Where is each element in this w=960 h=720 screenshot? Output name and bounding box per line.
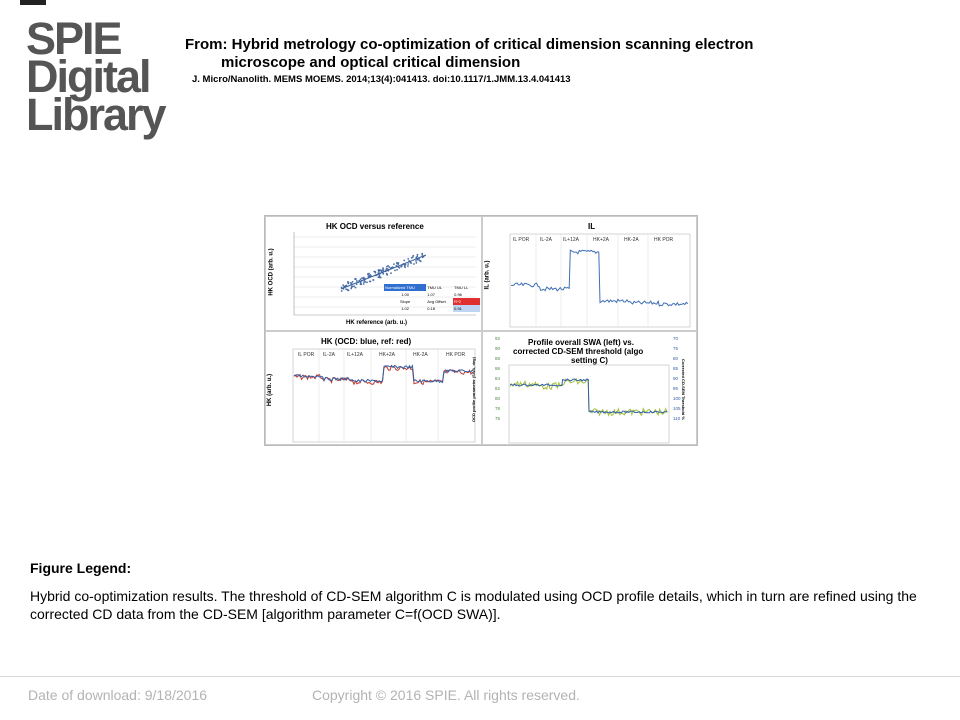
tick-label: 76 bbox=[495, 416, 501, 421]
article-title bbox=[185, 36, 925, 72]
table-cell: Slope bbox=[399, 299, 411, 304]
tick-label: 90 bbox=[673, 376, 679, 381]
scatter-point bbox=[378, 269, 380, 271]
tick-label: 80 bbox=[495, 396, 501, 401]
figure-legend-text: Hybrid co-optimization results. The threshold of CD-SEM algorithm C is modulated using OCD profile details, which in turn are refined using the corrected CD data from the CD-SEM [algorithm parameter C=f(OCD SWA)]. bbox=[30, 588, 917, 622]
segment-label: IL-2A bbox=[540, 237, 552, 243]
tick-label: 75 bbox=[673, 346, 679, 351]
tick-label: 82 bbox=[495, 386, 501, 391]
scatter-point bbox=[345, 288, 347, 290]
table-cell: 1.00 bbox=[401, 292, 409, 297]
scatter-point bbox=[398, 262, 400, 264]
panel-d-title-2: corrected CD-SEM threshold (algo bbox=[513, 347, 644, 356]
scatter-point bbox=[386, 266, 388, 268]
tick-label: 88 bbox=[495, 356, 501, 361]
logo-line-2: Digital bbox=[26, 50, 150, 102]
citation: J. Micro/Nanolith. MEMS MOEMS. 2014;13(4):041413. doi:10.1117/1.JMM.13.4.041413 bbox=[192, 74, 571, 85]
segment-label: HK-2A bbox=[624, 237, 639, 243]
scatter-point bbox=[413, 263, 415, 265]
download-date: Date of download: 9/18/2016 bbox=[28, 687, 208, 703]
scatter-point bbox=[360, 278, 362, 280]
panel-a-xlabel: HK reference (arb. u.) bbox=[346, 320, 408, 326]
scatter-point bbox=[366, 281, 368, 283]
scatter-point bbox=[386, 268, 388, 270]
scatter-point bbox=[393, 263, 395, 265]
table-cell: Avg Offset bbox=[427, 299, 446, 304]
scatter-point bbox=[407, 263, 409, 265]
scatter-point bbox=[355, 287, 357, 289]
scatter-point bbox=[419, 260, 421, 262]
panel-swa-vs-threshold bbox=[470, 331, 697, 445]
segment-label: IL POR bbox=[298, 352, 315, 358]
title-line-1: From: Hybrid metrology co-optimization of critical dimension scanning electron bbox=[185, 36, 754, 53]
footer-divider bbox=[0, 676, 960, 677]
tick-label: 110 bbox=[673, 416, 681, 421]
figure-image bbox=[264, 215, 698, 446]
table-header-cell: TMU UL bbox=[427, 285, 443, 290]
panel-il bbox=[482, 216, 697, 331]
tick-label: 78 bbox=[495, 406, 501, 411]
segment-label: HK-2A bbox=[413, 352, 428, 358]
scatter-point bbox=[372, 279, 374, 281]
panel-c-ylabel: HK (arb. u.) bbox=[267, 373, 274, 407]
scatter-point bbox=[412, 255, 414, 257]
figure-legend-heading: Figure Legend: bbox=[30, 560, 132, 576]
scatter-point bbox=[353, 285, 355, 287]
scatter-point bbox=[369, 275, 371, 277]
copyright-notice: Copyright © 2016 SPIE. All rights reserved. bbox=[312, 687, 580, 703]
scatter-point bbox=[404, 266, 406, 268]
segment-label: HK POR bbox=[446, 352, 466, 358]
panel-a-title: HK OCD versus reference bbox=[326, 222, 424, 231]
tick-label: 100 bbox=[673, 396, 681, 401]
tick-label: 84 bbox=[495, 376, 501, 381]
scatter-point bbox=[407, 258, 409, 260]
scatter-point bbox=[390, 272, 392, 274]
segment-label: HK POR bbox=[654, 237, 674, 243]
panel-b-ylabel: IL (arb. u.) bbox=[484, 260, 491, 290]
table-header-cell: TMU LL bbox=[454, 285, 469, 290]
table-cell: 0.18 bbox=[427, 306, 436, 311]
scatter-point bbox=[363, 283, 365, 285]
segment-label: IL+12A bbox=[563, 237, 579, 243]
scatter-point bbox=[342, 284, 344, 286]
panel-hk-ocd-vs-reference bbox=[265, 216, 482, 331]
panel-b-plot bbox=[483, 217, 698, 332]
scatter-point bbox=[356, 280, 358, 282]
segment-label: IL+12A bbox=[347, 352, 363, 358]
scatter-point bbox=[378, 276, 380, 278]
scatter-point bbox=[415, 260, 417, 262]
scatter-point bbox=[407, 265, 409, 267]
tick-label: 105 bbox=[673, 406, 681, 411]
scatter-point bbox=[373, 271, 375, 273]
scatter-point bbox=[350, 288, 352, 290]
scatter-point bbox=[363, 281, 365, 283]
segment-label: HK+2A bbox=[593, 237, 609, 243]
tick-label: 85 bbox=[673, 366, 679, 371]
segment-label: IL-2A bbox=[323, 352, 335, 358]
segment-label: HK+2A bbox=[379, 352, 395, 358]
scatter-point bbox=[398, 267, 400, 269]
table-cell: 1.07 bbox=[427, 292, 436, 297]
tick-label: 70 bbox=[673, 336, 679, 341]
logo-line-3: Library bbox=[26, 88, 165, 140]
panel-d-ylabel-right: Corrected CD-SEM Threshold % bbox=[680, 359, 686, 420]
panel-d-ylabel-left: OCD profile parameter (SWA, deg) bbox=[470, 357, 476, 422]
scatter-point bbox=[416, 262, 418, 264]
scatter-point bbox=[370, 281, 372, 283]
scatter-point bbox=[396, 269, 398, 271]
tick-label: 90 bbox=[495, 346, 501, 351]
scatter-point bbox=[403, 260, 405, 262]
scatter-point bbox=[421, 254, 423, 256]
table-cell: 0.96 bbox=[454, 292, 462, 297]
table-cell: 0.91 bbox=[453, 305, 480, 312]
scatter-point bbox=[417, 254, 419, 256]
title-line-2: microscope and optical critical dimension bbox=[221, 54, 521, 71]
scatter-point bbox=[379, 269, 381, 271]
scatter-point bbox=[394, 270, 396, 272]
panel-d-plot bbox=[483, 332, 698, 446]
scatter-point bbox=[351, 286, 353, 288]
scatter-point bbox=[341, 290, 343, 292]
scatter-point bbox=[354, 278, 356, 280]
panel-d-title-1: Profile overall SWA (left) vs. bbox=[528, 338, 634, 347]
scatter-point bbox=[386, 274, 388, 276]
panel-hk bbox=[265, 331, 482, 445]
logo-line-1: SPIE bbox=[26, 13, 121, 64]
tick-label: 95 bbox=[673, 386, 679, 391]
panel-a-ylabel: HK OCD (arb. u.) bbox=[268, 248, 275, 296]
table-header-cell: Normalized TMU bbox=[384, 284, 426, 291]
spie-digital-library-logo[interactable] bbox=[26, 13, 165, 140]
scatter-point bbox=[411, 257, 413, 259]
tick-label: 92 bbox=[495, 336, 501, 341]
scatter-point bbox=[381, 270, 383, 272]
scatter-point bbox=[389, 266, 391, 268]
scatter-point bbox=[361, 277, 363, 279]
scatter-point bbox=[382, 267, 384, 269]
tick-label: 86 bbox=[495, 366, 501, 371]
panel-c-plot bbox=[266, 332, 483, 446]
table-cell: 1.02 bbox=[401, 306, 409, 311]
tick-label: 80 bbox=[673, 356, 679, 361]
panel-a-stats-table bbox=[384, 284, 480, 318]
scatter-point bbox=[348, 282, 350, 284]
segment-label: IL POR bbox=[513, 237, 530, 243]
top-accent-bar bbox=[20, 0, 46, 5]
panel-c-title: HK (OCD: blue, ref: red) bbox=[321, 337, 412, 346]
scatter-point bbox=[382, 273, 384, 275]
panel-d-title-3: setting C) bbox=[571, 356, 608, 365]
table-cell: R^2 bbox=[453, 298, 480, 305]
scatter-point bbox=[352, 281, 354, 283]
panel-b-title: IL bbox=[588, 222, 596, 231]
scatter-point bbox=[356, 283, 358, 285]
